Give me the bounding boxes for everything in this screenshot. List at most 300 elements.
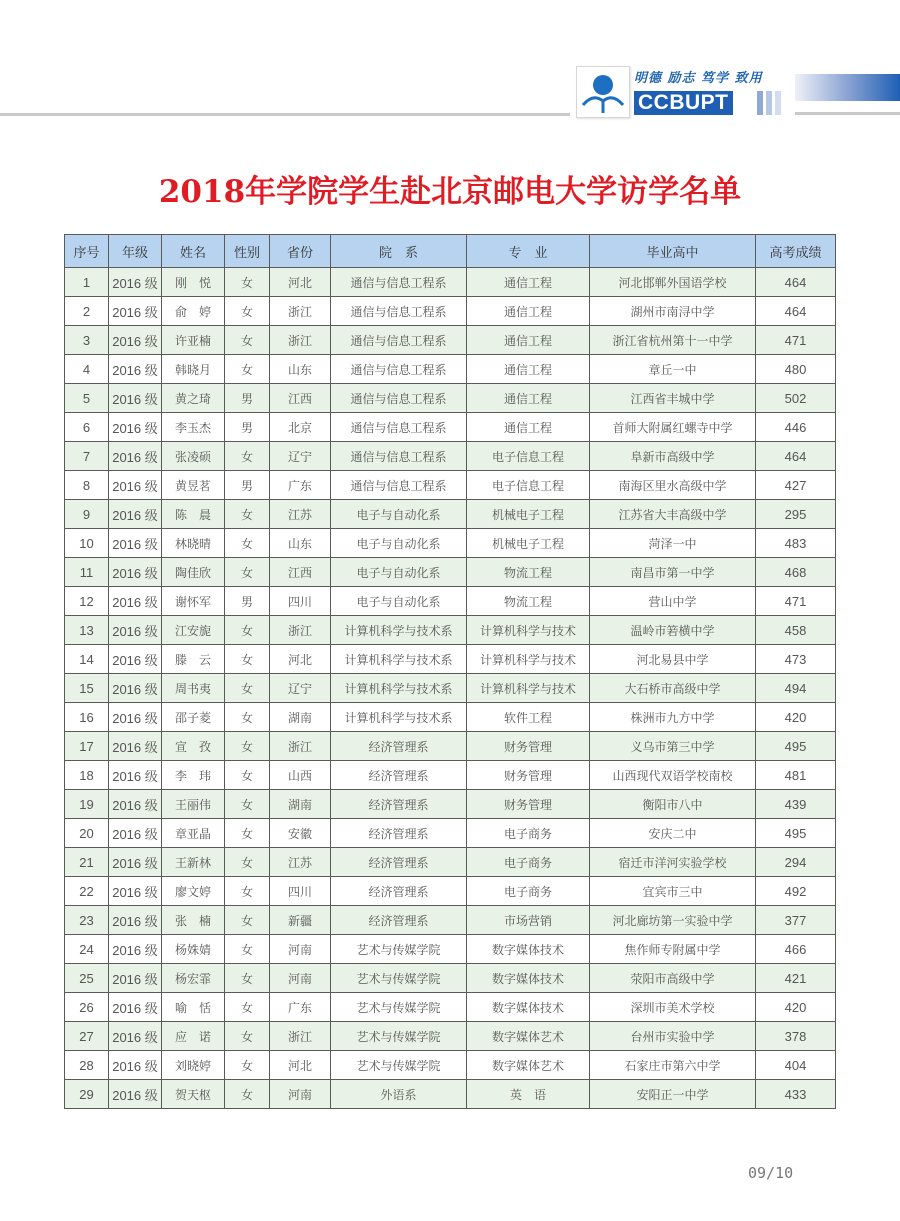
table-cell: 12 bbox=[65, 587, 109, 616]
table-cell: 经济管理系 bbox=[331, 761, 467, 790]
table-cell: 1 bbox=[65, 268, 109, 297]
table-cell: 南昌市第一中学 bbox=[590, 558, 756, 587]
table-cell: 378 bbox=[756, 1022, 836, 1051]
column-header: 姓名 bbox=[162, 235, 225, 268]
table-cell: 经济管理系 bbox=[331, 732, 467, 761]
table-cell: 浙江省杭州第十一中学 bbox=[590, 326, 756, 355]
table-body bbox=[65, 268, 836, 1109]
table-cell: 女 bbox=[225, 877, 270, 906]
table-cell: 男 bbox=[225, 384, 270, 413]
table-cell: 16 bbox=[65, 703, 109, 732]
table-cell: 江西 bbox=[270, 558, 331, 587]
table-cell: 河北易县中学 bbox=[590, 645, 756, 674]
table-cell: 377 bbox=[756, 906, 836, 935]
table-cell: 466 bbox=[756, 935, 836, 964]
table-cell: 河北 bbox=[270, 1051, 331, 1080]
table-cell: 经济管理系 bbox=[331, 906, 467, 935]
table-cell: 林晓晴 bbox=[162, 529, 225, 558]
table-cell: 404 bbox=[756, 1051, 836, 1080]
column-header: 毕业高中 bbox=[590, 235, 756, 268]
table-cell: 计算机科学与技术系 bbox=[331, 645, 467, 674]
table-cell: 通信工程 bbox=[467, 268, 590, 297]
table-cell: 433 bbox=[756, 1080, 836, 1109]
table-row bbox=[65, 442, 836, 471]
table-cell: 通信工程 bbox=[467, 326, 590, 355]
table-cell: 446 bbox=[756, 413, 836, 442]
table-cell: 23 bbox=[65, 906, 109, 935]
table-cell: 502 bbox=[756, 384, 836, 413]
column-header: 专 业 bbox=[467, 235, 590, 268]
table-cell: 荥阳市高级中学 bbox=[590, 964, 756, 993]
table-cell: 2016 级 bbox=[109, 1080, 162, 1109]
table-cell: 6 bbox=[65, 413, 109, 442]
brand-wordmark: CCBUPT bbox=[634, 91, 733, 115]
table-cell: 喻 恬 bbox=[162, 993, 225, 1022]
table-cell: 女 bbox=[225, 616, 270, 645]
table-cell: 458 bbox=[756, 616, 836, 645]
table-row bbox=[65, 935, 836, 964]
table-cell: 经济管理系 bbox=[331, 848, 467, 877]
table-cell: 420 bbox=[756, 993, 836, 1022]
table-cell: 株洲市九方中学 bbox=[590, 703, 756, 732]
table-cell: 计算机科学与技术系 bbox=[331, 616, 467, 645]
table-cell: 江苏省大丰高级中学 bbox=[590, 500, 756, 529]
table-cell: 女 bbox=[225, 326, 270, 355]
table-cell: 张凌硕 bbox=[162, 442, 225, 471]
table-cell: 通信与信息工程系 bbox=[331, 471, 467, 500]
table-cell: 男 bbox=[225, 413, 270, 442]
table-cell: 首师大附属红螺寺中学 bbox=[590, 413, 756, 442]
table-cell: 廖文婷 bbox=[162, 877, 225, 906]
table-cell: 贺天枢 bbox=[162, 1080, 225, 1109]
table-row bbox=[65, 384, 836, 413]
table-cell: 495 bbox=[756, 819, 836, 848]
table-cell: 邵子菱 bbox=[162, 703, 225, 732]
column-header: 年级 bbox=[109, 235, 162, 268]
table-cell: 439 bbox=[756, 790, 836, 819]
table-cell: 通信与信息工程系 bbox=[331, 326, 467, 355]
table-cell: 安阳正一中学 bbox=[590, 1080, 756, 1109]
table-cell: 男 bbox=[225, 471, 270, 500]
table-cell: 河北廊坊第一实验中学 bbox=[590, 906, 756, 935]
header-divider-right bbox=[795, 112, 900, 115]
table-cell: 420 bbox=[756, 703, 836, 732]
column-header: 省份 bbox=[270, 235, 331, 268]
table-cell: 2016 级 bbox=[109, 326, 162, 355]
table-cell: 19 bbox=[65, 790, 109, 819]
table-cell: 深圳市美术学校 bbox=[590, 993, 756, 1022]
table-cell: 焦作师专附属中学 bbox=[590, 935, 756, 964]
table-cell: 494 bbox=[756, 674, 836, 703]
table-cell: 481 bbox=[756, 761, 836, 790]
table-cell: 通信工程 bbox=[467, 413, 590, 442]
table-cell: 女 bbox=[225, 993, 270, 1022]
table-cell: 女 bbox=[225, 268, 270, 297]
table-cell: 495 bbox=[756, 732, 836, 761]
table-cell: 物流工程 bbox=[467, 558, 590, 587]
table-cell: 广东 bbox=[270, 993, 331, 1022]
table-cell: 2016 级 bbox=[109, 732, 162, 761]
table-row bbox=[65, 761, 836, 790]
table-cell: 13 bbox=[65, 616, 109, 645]
table-cell: 湖南 bbox=[270, 790, 331, 819]
table-cell: 河南 bbox=[270, 964, 331, 993]
table-cell: 2016 级 bbox=[109, 935, 162, 964]
table-cell: 财务管理 bbox=[467, 732, 590, 761]
table-cell: 15 bbox=[65, 674, 109, 703]
table-cell: 计算机科学与技术系 bbox=[331, 703, 467, 732]
table-cell: 数字媒体技术 bbox=[467, 964, 590, 993]
table-cell: 数字媒体艺术 bbox=[467, 1051, 590, 1080]
table-row bbox=[65, 703, 836, 732]
table-cell: 24 bbox=[65, 935, 109, 964]
table-cell: 江西 bbox=[270, 384, 331, 413]
table-cell: 外语系 bbox=[331, 1080, 467, 1109]
table-cell: 经济管理系 bbox=[331, 877, 467, 906]
table-cell: 韩晓月 bbox=[162, 355, 225, 384]
table-cell: 英 语 bbox=[467, 1080, 590, 1109]
table-cell: 女 bbox=[225, 297, 270, 326]
table-cell: 宣 孜 bbox=[162, 732, 225, 761]
table-cell: 电子信息工程 bbox=[467, 471, 590, 500]
page-number: 09/10 bbox=[748, 1164, 794, 1182]
table-cell: 女 bbox=[225, 529, 270, 558]
table-cell: 江安旎 bbox=[162, 616, 225, 645]
table-cell: 大石桥市高级中学 bbox=[590, 674, 756, 703]
table-cell: 8 bbox=[65, 471, 109, 500]
table-cell: 女 bbox=[225, 442, 270, 471]
table-cell: 通信工程 bbox=[467, 297, 590, 326]
table-row bbox=[65, 645, 836, 674]
table-cell: 2016 级 bbox=[109, 558, 162, 587]
table-cell: 计算机科学与技术系 bbox=[331, 674, 467, 703]
table-cell: 通信工程 bbox=[467, 384, 590, 413]
table-cell: 4 bbox=[65, 355, 109, 384]
table-row bbox=[65, 1080, 836, 1109]
table-cell: 471 bbox=[756, 587, 836, 616]
table-cell: 女 bbox=[225, 703, 270, 732]
table-cell: 421 bbox=[756, 964, 836, 993]
table-cell: 女 bbox=[225, 935, 270, 964]
table-cell: 2016 级 bbox=[109, 268, 162, 297]
table-row bbox=[65, 1022, 836, 1051]
table-cell: 18 bbox=[65, 761, 109, 790]
table-cell: 2016 级 bbox=[109, 1022, 162, 1051]
table-cell: 2016 级 bbox=[109, 848, 162, 877]
table-cell: 河南 bbox=[270, 1080, 331, 1109]
table-cell: 2016 级 bbox=[109, 964, 162, 993]
table-cell: 刘晓婷 bbox=[162, 1051, 225, 1080]
table-cell: 浙江 bbox=[270, 1022, 331, 1051]
table-cell: 473 bbox=[756, 645, 836, 674]
table-cell: 艺术与传媒学院 bbox=[331, 964, 467, 993]
table-cell: 四川 bbox=[270, 877, 331, 906]
table-cell: 27 bbox=[65, 1022, 109, 1051]
table-cell: 安庆二中 bbox=[590, 819, 756, 848]
table-cell: 电子商务 bbox=[467, 877, 590, 906]
table-cell: 通信与信息工程系 bbox=[331, 268, 467, 297]
table-cell: 2016 级 bbox=[109, 790, 162, 819]
table-row bbox=[65, 790, 836, 819]
table-cell: 22 bbox=[65, 877, 109, 906]
table-cell: 17 bbox=[65, 732, 109, 761]
table-cell: 财务管理 bbox=[467, 761, 590, 790]
table-cell: 5 bbox=[65, 384, 109, 413]
table-cell: 通信与信息工程系 bbox=[331, 442, 467, 471]
table-cell: 女 bbox=[225, 819, 270, 848]
table-cell: 机械电子工程 bbox=[467, 500, 590, 529]
table-cell: 李 玮 bbox=[162, 761, 225, 790]
table-row bbox=[65, 877, 836, 906]
column-header: 高考成绩 bbox=[756, 235, 836, 268]
table-cell: 女 bbox=[225, 1022, 270, 1051]
table-cell: 浙江 bbox=[270, 326, 331, 355]
table-row bbox=[65, 471, 836, 500]
table-cell: 温岭市箬横中学 bbox=[590, 616, 756, 645]
table-cell: 新疆 bbox=[270, 906, 331, 935]
table-cell: 物流工程 bbox=[467, 587, 590, 616]
table-cell: 江苏 bbox=[270, 848, 331, 877]
table-cell: 2016 级 bbox=[109, 384, 162, 413]
table-cell: 2016 级 bbox=[109, 819, 162, 848]
table-cell: 2016 级 bbox=[109, 587, 162, 616]
table-cell: 通信与信息工程系 bbox=[331, 413, 467, 442]
table-cell: 数字媒体技术 bbox=[467, 993, 590, 1022]
table-cell: 安徽 bbox=[270, 819, 331, 848]
table-cell: 电子信息工程 bbox=[467, 442, 590, 471]
table-cell: 2016 级 bbox=[109, 500, 162, 529]
table-cell: 427 bbox=[756, 471, 836, 500]
table-cell: 2016 级 bbox=[109, 645, 162, 674]
table-cell: 河北 bbox=[270, 268, 331, 297]
table-cell: 29 bbox=[65, 1080, 109, 1109]
table-row bbox=[65, 964, 836, 993]
table-cell: 张 楠 bbox=[162, 906, 225, 935]
table-cell: 数字媒体技术 bbox=[467, 935, 590, 964]
table-row bbox=[65, 413, 836, 442]
table-cell: 471 bbox=[756, 326, 836, 355]
table-cell: 9 bbox=[65, 500, 109, 529]
table-cell: 四川 bbox=[270, 587, 331, 616]
table-cell: 电子商务 bbox=[467, 848, 590, 877]
table-cell: 女 bbox=[225, 906, 270, 935]
table-cell: 2016 级 bbox=[109, 993, 162, 1022]
table-row bbox=[65, 529, 836, 558]
table-cell: 阜新市高级中学 bbox=[590, 442, 756, 471]
page-title: 2018年学院学生赴北京邮电大学访学名单 bbox=[158, 174, 742, 210]
table-cell: 电子与自动化系 bbox=[331, 558, 467, 587]
table-cell: 25 bbox=[65, 964, 109, 993]
table-cell: 电子商务 bbox=[467, 819, 590, 848]
table-cell: 通信与信息工程系 bbox=[331, 297, 467, 326]
table-cell: 2016 级 bbox=[109, 442, 162, 471]
table-cell: 经济管理系 bbox=[331, 790, 467, 819]
table-cell: 湖南 bbox=[270, 703, 331, 732]
table-row bbox=[65, 326, 836, 355]
table-cell: 财务管理 bbox=[467, 790, 590, 819]
table-cell: 北京 bbox=[270, 413, 331, 442]
table-cell: 营山中学 bbox=[590, 587, 756, 616]
table-row bbox=[65, 819, 836, 848]
table-cell: 7 bbox=[65, 442, 109, 471]
table-cell: 2016 级 bbox=[109, 529, 162, 558]
table-cell: 许亚楠 bbox=[162, 326, 225, 355]
table-cell: 通信与信息工程系 bbox=[331, 384, 467, 413]
table-row bbox=[65, 558, 836, 587]
table-cell: 女 bbox=[225, 674, 270, 703]
table-cell: 通信工程 bbox=[467, 355, 590, 384]
table-cell: 480 bbox=[756, 355, 836, 384]
table-cell: 295 bbox=[756, 500, 836, 529]
table-cell: 11 bbox=[65, 558, 109, 587]
table-cell: 通信与信息工程系 bbox=[331, 355, 467, 384]
table-cell: 464 bbox=[756, 297, 836, 326]
table-cell: 杨宏霏 bbox=[162, 964, 225, 993]
table-cell: 浙江 bbox=[270, 297, 331, 326]
table-row bbox=[65, 587, 836, 616]
table-cell: 2016 级 bbox=[109, 355, 162, 384]
table-cell: 2016 级 bbox=[109, 297, 162, 326]
table-cell: 艺术与传媒学院 bbox=[331, 993, 467, 1022]
table-cell: 电子与自动化系 bbox=[331, 587, 467, 616]
table-cell: 2016 级 bbox=[109, 761, 162, 790]
table-cell: 艺术与传媒学院 bbox=[331, 935, 467, 964]
table-cell: 女 bbox=[225, 1051, 270, 1080]
table-row bbox=[65, 500, 836, 529]
table-row bbox=[65, 297, 836, 326]
table-cell: 山西现代双语学校南校 bbox=[590, 761, 756, 790]
table-cell: 菏泽一中 bbox=[590, 529, 756, 558]
table-cell: 21 bbox=[65, 848, 109, 877]
header-gradient-bar bbox=[795, 74, 900, 101]
table-cell: 464 bbox=[756, 442, 836, 471]
school-motto: 明德 励志 笃学 致用 bbox=[634, 71, 763, 86]
table-cell: 软件工程 bbox=[467, 703, 590, 732]
header-divider-left bbox=[0, 113, 570, 116]
person-book-logo-icon bbox=[579, 71, 627, 115]
table-cell: 市场营销 bbox=[467, 906, 590, 935]
table-row bbox=[65, 616, 836, 645]
table-cell: 483 bbox=[756, 529, 836, 558]
table-cell: 女 bbox=[225, 558, 270, 587]
table-cell: 山西 bbox=[270, 761, 331, 790]
table-cell: 26 bbox=[65, 993, 109, 1022]
table-row bbox=[65, 906, 836, 935]
table-cell: 464 bbox=[756, 268, 836, 297]
table-row bbox=[65, 993, 836, 1022]
table-cell: 江西省丰城中学 bbox=[590, 384, 756, 413]
table-cell: 女 bbox=[225, 500, 270, 529]
logo-box bbox=[576, 66, 630, 118]
brand-bars-decoration bbox=[757, 91, 784, 115]
table-cell: 浙江 bbox=[270, 616, 331, 645]
table-cell: 义乌市第三中学 bbox=[590, 732, 756, 761]
table-cell: 广东 bbox=[270, 471, 331, 500]
table-cell: 女 bbox=[225, 355, 270, 384]
table-cell: 电子与自动化系 bbox=[331, 500, 467, 529]
table-row bbox=[65, 355, 836, 384]
table-cell: 20 bbox=[65, 819, 109, 848]
table-cell: 应 诺 bbox=[162, 1022, 225, 1051]
table-cell: 艺术与传媒学院 bbox=[331, 1051, 467, 1080]
table-cell: 辽宁 bbox=[270, 442, 331, 471]
table-cell: 女 bbox=[225, 1080, 270, 1109]
table-cell: 王新林 bbox=[162, 848, 225, 877]
table-cell: 台州市实验中学 bbox=[590, 1022, 756, 1051]
table-cell: 王丽伟 bbox=[162, 790, 225, 819]
table-cell: 黄之琦 bbox=[162, 384, 225, 413]
table-cell: 陶佳欣 bbox=[162, 558, 225, 587]
table-row bbox=[65, 1051, 836, 1080]
table-cell: 女 bbox=[225, 645, 270, 674]
student-roster-table bbox=[64, 234, 836, 1109]
table-cell: 陈 晨 bbox=[162, 500, 225, 529]
table-cell: 2016 级 bbox=[109, 1051, 162, 1080]
table-cell: 机械电子工程 bbox=[467, 529, 590, 558]
table-cell: 石家庄市第六中学 bbox=[590, 1051, 756, 1080]
table-cell: 辽宁 bbox=[270, 674, 331, 703]
table-cell: 女 bbox=[225, 790, 270, 819]
table-cell: 2016 级 bbox=[109, 674, 162, 703]
column-header: 序号 bbox=[65, 235, 109, 268]
table-cell: 2016 级 bbox=[109, 616, 162, 645]
table-cell: 杨姝婧 bbox=[162, 935, 225, 964]
table-cell: 艺术与传媒学院 bbox=[331, 1022, 467, 1051]
table-cell: 2 bbox=[65, 297, 109, 326]
table-cell: 计算机科学与技术 bbox=[467, 616, 590, 645]
column-header: 性别 bbox=[225, 235, 270, 268]
table-cell: 河北 bbox=[270, 645, 331, 674]
table-cell: 2016 级 bbox=[109, 877, 162, 906]
table-cell: 刚 悦 bbox=[162, 268, 225, 297]
table-cell: 2016 级 bbox=[109, 906, 162, 935]
table-row bbox=[65, 268, 836, 297]
table-cell: 滕 云 bbox=[162, 645, 225, 674]
table-cell: 山东 bbox=[270, 529, 331, 558]
table-cell: 电子与自动化系 bbox=[331, 529, 467, 558]
table-cell: 492 bbox=[756, 877, 836, 906]
table-cell: 河北邯郸外国语学校 bbox=[590, 268, 756, 297]
table-cell: 宿迁市洋河实验学校 bbox=[590, 848, 756, 877]
table-cell: 468 bbox=[756, 558, 836, 587]
table-cell: 计算机科学与技术 bbox=[467, 645, 590, 674]
table-cell: 章丘一中 bbox=[590, 355, 756, 384]
table-cell: 女 bbox=[225, 964, 270, 993]
table-cell: 2016 级 bbox=[109, 471, 162, 500]
table-cell: 计算机科学与技术 bbox=[467, 674, 590, 703]
table-cell: 男 bbox=[225, 587, 270, 616]
table-cell: 谢怀军 bbox=[162, 587, 225, 616]
table-cell: 女 bbox=[225, 732, 270, 761]
table-header-row bbox=[65, 235, 836, 268]
table-cell: 衡阳市八中 bbox=[590, 790, 756, 819]
table-cell: 江苏 bbox=[270, 500, 331, 529]
table-cell: 经济管理系 bbox=[331, 819, 467, 848]
table-cell: 女 bbox=[225, 761, 270, 790]
table-cell: 宜宾市三中 bbox=[590, 877, 756, 906]
table-cell: 南海区里水高级中学 bbox=[590, 471, 756, 500]
table-cell: 28 bbox=[65, 1051, 109, 1080]
table-cell: 294 bbox=[756, 848, 836, 877]
table-cell: 数字媒体艺术 bbox=[467, 1022, 590, 1051]
table-cell: 浙江 bbox=[270, 732, 331, 761]
table-cell: 山东 bbox=[270, 355, 331, 384]
table-cell: 2016 级 bbox=[109, 703, 162, 732]
table-cell: 李玉杰 bbox=[162, 413, 225, 442]
table-cell: 14 bbox=[65, 645, 109, 674]
table-row bbox=[65, 848, 836, 877]
table-row bbox=[65, 732, 836, 761]
